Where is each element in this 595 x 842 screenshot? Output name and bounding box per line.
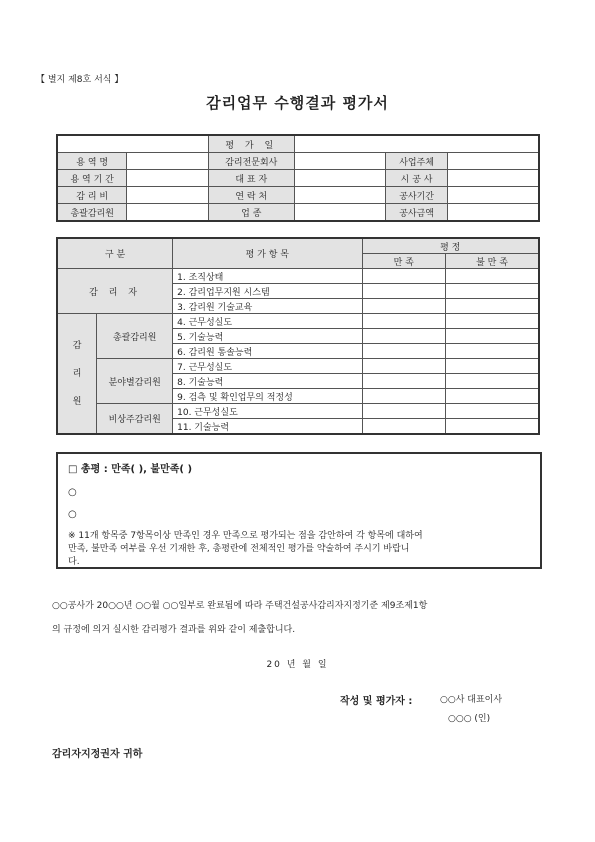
recipient: 감리자지정권자 귀하 — [52, 749, 143, 760]
unsatisfied-cell[interactable] — [445, 419, 539, 435]
summary-bullet[interactable]: ○ — [68, 487, 77, 498]
satisfied-cell[interactable] — [362, 374, 445, 389]
date-line: 20 년 월 일 — [266, 660, 329, 670]
satisfied-cell[interactable] — [362, 344, 445, 359]
satisfied-cell[interactable] — [362, 314, 445, 329]
contractor-label: 시 공 사 — [386, 170, 448, 187]
service-period-value[interactable] — [127, 170, 209, 187]
satisfied-cell[interactable] — [362, 419, 445, 435]
satisfied-cell[interactable] — [362, 269, 445, 284]
writer-label: 작성 및 평가자 : — [340, 696, 413, 707]
unsatisfied-cell[interactable] — [445, 284, 539, 299]
company-label: 감리전문회사 — [208, 153, 294, 170]
representative-value[interactable] — [294, 170, 385, 187]
company-value[interactable] — [294, 153, 385, 170]
inspector-group-label — [57, 314, 97, 435]
eval-item: 11. 기술능력 — [173, 419, 362, 435]
representative-label: 대 표 자 — [208, 170, 294, 187]
satisfied-cell[interactable] — [362, 329, 445, 344]
unsatisfied-cell[interactable] — [445, 359, 539, 374]
eval-item: 8. 기술능력 — [173, 374, 362, 389]
items-header: 평 가 항 목 — [173, 238, 362, 269]
unsatisfied-header: 불 만 족 — [445, 254, 539, 269]
contact-value[interactable] — [294, 187, 385, 204]
eval-item: 9. 검측 및 확인업무의 적정성 — [173, 389, 362, 404]
satisfied-cell[interactable] — [362, 389, 445, 404]
construction-period-label: 공사기간 — [386, 187, 448, 204]
owner-value[interactable] — [448, 153, 539, 170]
form-number: 【 별지 제8호 서식 】 — [36, 75, 124, 85]
construction-amount-value[interactable] — [448, 204, 539, 222]
contractor-value[interactable] — [448, 170, 539, 187]
industry-value[interactable] — [294, 204, 385, 222]
chief-inspector-label: 총괄감리원 — [57, 204, 127, 222]
fee-value[interactable] — [127, 187, 209, 204]
eval-item: 10. 근무성실도 — [173, 404, 362, 419]
satisfied-cell[interactable] — [362, 299, 445, 314]
supervisor-label: 감 리 자 — [57, 269, 173, 314]
service-name-label: 용 역 명 — [57, 153, 127, 170]
inspector-group-char: 원 — [72, 396, 82, 407]
document-title: 감리업무 수행결과 평가서 — [206, 94, 389, 112]
division-header: 구 분 — [57, 238, 173, 269]
eval-item: 2. 감리업무지원 시스템 — [173, 284, 362, 299]
inspector-group-char: 감 — [72, 340, 82, 351]
summary-label: □ 총평 : 만족( ), 불만족( ) — [68, 464, 193, 475]
unsatisfied-cell[interactable] — [445, 299, 539, 314]
unsatisfied-cell[interactable] — [445, 404, 539, 419]
industry-label: 업 종 — [208, 204, 294, 222]
unsatisfied-cell[interactable] — [445, 344, 539, 359]
eval-date-label: 평 가 일 — [208, 135, 294, 153]
writer-company: ○○사 대표이사 — [440, 695, 503, 705]
chief-inspector-row-label: 총괄감리원 — [97, 314, 173, 359]
info-table — [56, 134, 540, 222]
contact-label: 연 락 처 — [208, 187, 294, 204]
satisfied-cell[interactable] — [362, 404, 445, 419]
eval-item: 3. 감리원 기술교육 — [173, 299, 362, 314]
eval-item: 7. 근무성실도 — [173, 359, 362, 374]
owner-label: 사업주체 — [386, 153, 448, 170]
inspector-group-char: 리 — [72, 368, 82, 379]
parttime-inspector-row-label: 비상주감리원 — [97, 404, 173, 435]
summary-box — [56, 452, 542, 569]
construction-amount-label: 공사금액 — [386, 204, 448, 222]
chief-inspector-value[interactable] — [127, 204, 209, 222]
unsatisfied-cell[interactable] — [445, 389, 539, 404]
evaluation-table — [56, 237, 540, 435]
satisfied-cell[interactable] — [362, 359, 445, 374]
writer-name: ○○○ (인) — [448, 714, 491, 724]
fee-label: 감 리 비 — [57, 187, 127, 204]
service-name-value[interactable] — [127, 153, 209, 170]
body-paragraph: ○○공사가 20○○년 ○○월 ○○일부로 완료됨에 따라 주택건설공사감리자지정기준 제9조제1항 의 규정에 의거 실시한 감리평가 결과를 위와 같이 제출합니다. — [52, 601, 428, 635]
construction-period-value[interactable] — [448, 187, 539, 204]
summary-note: ※ 11개 항목중 7항목이상 만족인 경우 만족으로 평가되는 점을 감안하여 각 항목에 대하여 만족, 불만족 여부를 우선 기재한 후, 총평란에 전체적인 평가를 약술하여 주시기 바랍니 다. — [68, 531, 423, 567]
satisfied-header: 만 족 — [362, 254, 445, 269]
eval-item: 6. 감리원 통솔능력 — [173, 344, 362, 359]
unsatisfied-cell[interactable] — [445, 269, 539, 284]
service-period-label: 용 역 기 간 — [57, 170, 127, 187]
summary-bullet[interactable]: ○ — [68, 509, 77, 520]
unsatisfied-cell[interactable] — [445, 374, 539, 389]
eval-item: 5. 기술능력 — [173, 329, 362, 344]
field-inspector-row-label: 분야별감리원 — [97, 359, 173, 404]
rating-header: 평 정 — [362, 238, 539, 254]
eval-item: 1. 조직상태 — [173, 269, 362, 284]
unsatisfied-cell[interactable] — [445, 329, 539, 344]
unsatisfied-cell[interactable] — [445, 314, 539, 329]
eval-item: 4. 근무성실도 — [173, 314, 362, 329]
satisfied-cell[interactable] — [362, 284, 445, 299]
eval-date-value[interactable] — [294, 135, 539, 153]
